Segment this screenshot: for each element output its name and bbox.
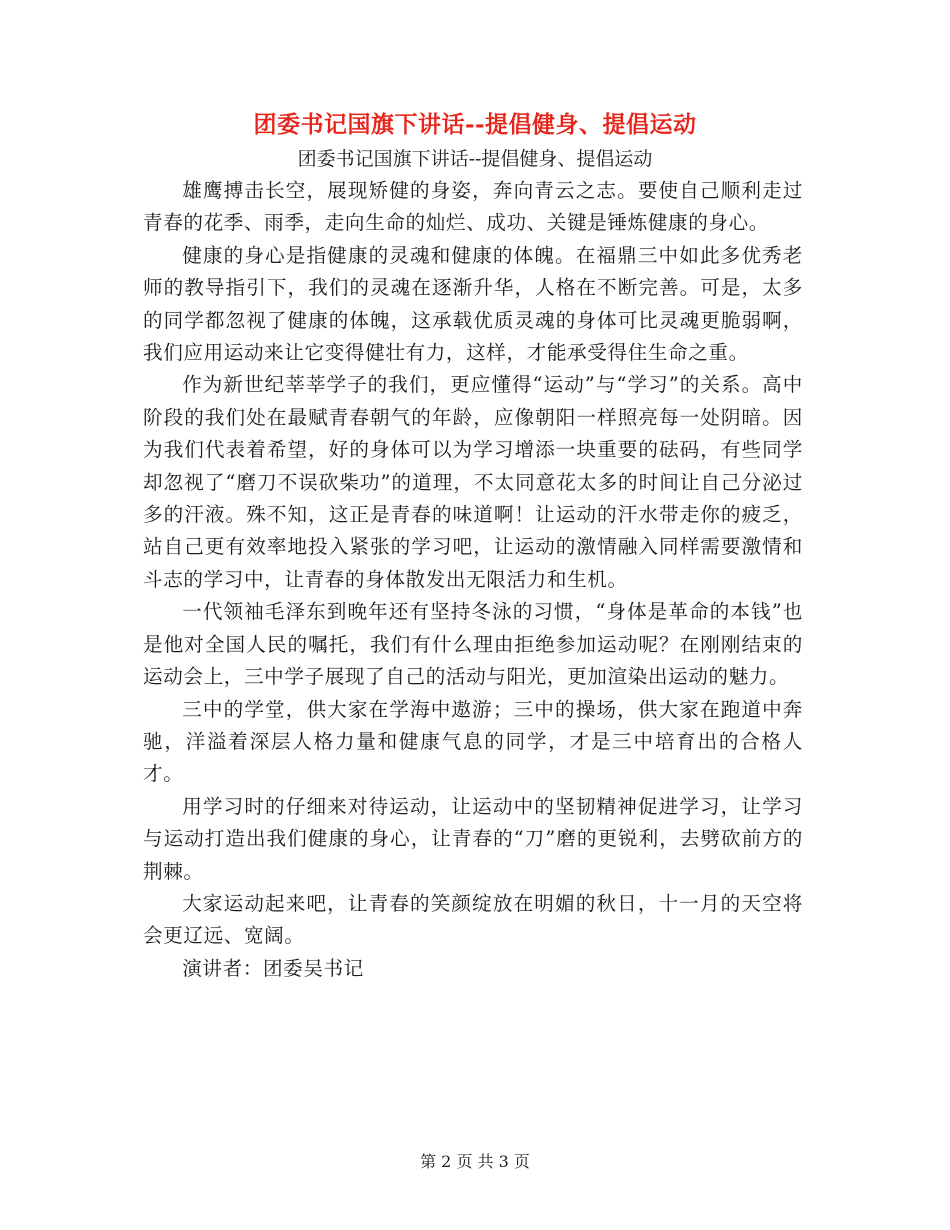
paragraph-1: 雄鹰搏击长空，展现矫健的身姿，奔向青云之志。要使自己顺利走过青春的花季、雨季，走向生命的灿烂、成功、关键是锤炼健康的身心。 xyxy=(143,179,803,235)
speaker-line: 演讲者：团委吴书记 xyxy=(182,956,364,980)
paragraph-3: 作为新世纪莘莘学子的我们，更应懂得“运动”与“学习”的关系。高中阶段的我们处在最赋青春朝气的年龄，应像朝阳一样照亮每一处阴暗。因为我们代表着希望，好的身体可以为学习增添一块重要的砝码，有些同学却忽视了“磨刀不误砍柴功”的道理，不太同意花太多的时间让自己分泌过多的汗液。殊不知，这正是青春的味道啊！让运动的汗水带走你的疲乏，站自己更有效率地投入紧张的学习吧，让运动的激情融入同样需要激情和斗志的学习中，让青春的身体散发出无限活力和生机。 xyxy=(143,373,803,591)
paragraph-5: 三中的学堂，供大家在学海中遨游；三中的操场，供大家在跑道中奔驰，洋溢着深层人格力量和健康气息的同学，才是三中培育出的合格人才。 xyxy=(143,697,803,786)
document-subtitle: 团委书记国旗下讲话--提倡健身、提倡运动 xyxy=(297,148,653,170)
document-title: 团委书记国旗下讲话--提倡健身、提倡运动 xyxy=(253,111,697,138)
paragraph-7: 大家运动起来吧，让青春的笑颜绽放在明媚的秋日，十一月的天空将会更辽远、宽阔。 xyxy=(143,891,803,948)
paragraph-2: 健康的身心是指健康的灵魂和健康的体魄。在福鼎三中如此多优秀老师的教导指引下，我们的灵魂在逐渐升华，人格在不断完善。可是，太多的同学都忽视了健康的体魄，这承载优质灵魂的身体可比灵魂更脆弱啊，我们应用运动来让它变得健壮有力，这样，才能承受得住生命之重。 xyxy=(143,243,803,365)
page-number-footer: 第 2 页 共 3 页 xyxy=(420,1152,530,1171)
document-body xyxy=(143,175,803,985)
paragraph-6: 用学习时的仔细来对待运动，让运动中的坚韧精神促进学习，让学习与运动打造出我们健康的身心，让青春的“刀”磨的更锐利，去劈砍前方的荆棘。 xyxy=(143,794,803,883)
paragraph-4: 一代领袖毛泽东到晚年还有坚持冬泳的习惯，“身体是革命的本钱”也是他对全国人民的嘱托，我们有什么理由拒绝参加运动呢？在刚刚结束的运动会上，三中学子展现了自己的活动与阳光，更加渲染出运动的魅力。 xyxy=(143,600,803,689)
